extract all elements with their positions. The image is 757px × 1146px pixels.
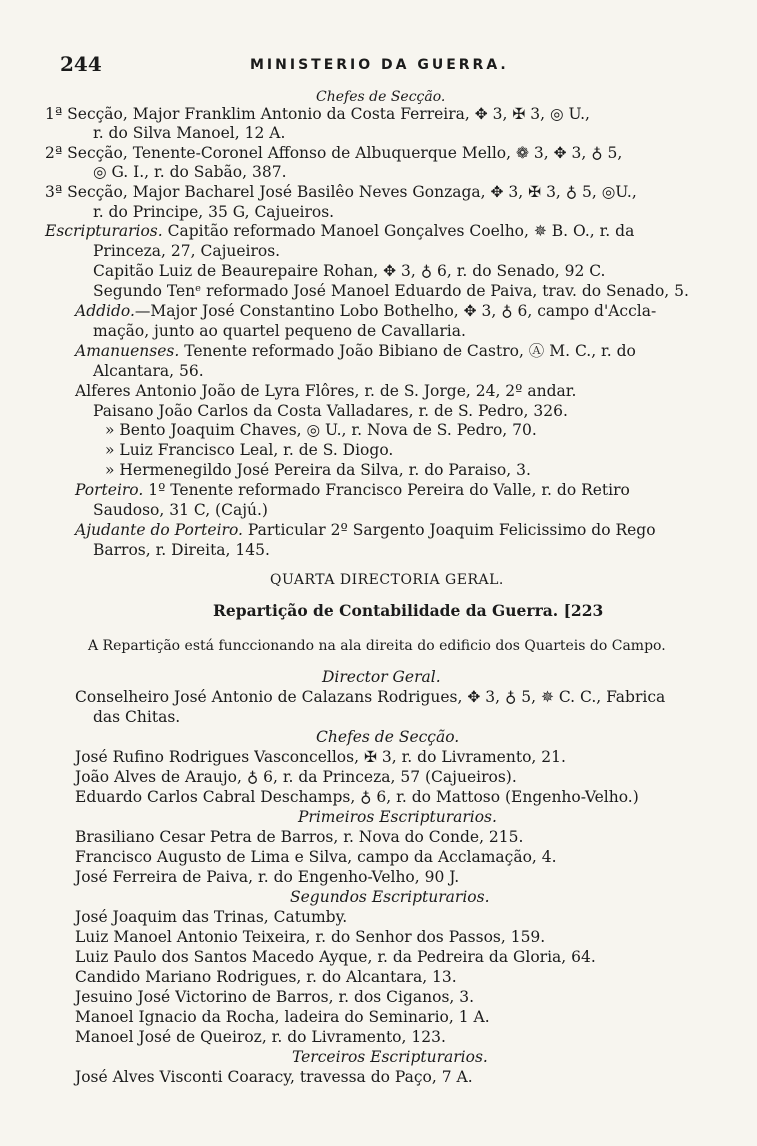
text-line: » Luiz Francisco Leal, r. de S. Diogo. [105, 441, 394, 459]
text-line: Barros, r. Direita, 145. [93, 541, 270, 559]
text-line: Candido Mariano Rodrigues, r. do Alcantara, 13. [75, 968, 457, 986]
text-line: r. do Principe, 35 G, Cajueiros. [93, 203, 335, 221]
text-line: Director Geral. [322, 668, 441, 686]
text-line: Paisano João Carlos da Costa Valladares, r. de S. Pedro, 326. [93, 402, 568, 420]
text-line: ◎ G. I., r. do Sabão, 387. [93, 163, 287, 181]
page-number: 244 [60, 52, 102, 76]
text-line: Ajudante do Porteiro. Particular 2º Sargento Joaquim Felicissimo do Rego [75, 521, 656, 539]
text-line: » Bento Joaquim Chaves, ◎ U., r. Nova de S. Pedro, 70. [105, 421, 537, 439]
text-line: 1ª Secção, Major Franklim Antonio da Costa Ferreira, ✥ 3, ✠ 3, ◎ U., [45, 105, 590, 123]
text-line: Repartição de Contabilidade da Guerra. [223 [213, 601, 604, 620]
text-line: Chefes de Secção. [316, 89, 446, 105]
text-line: Segundos Escripturarios. [290, 888, 490, 906]
text-line: Chefes de Secção. [316, 728, 460, 746]
text-line: das Chitas. [93, 708, 181, 726]
text-line: José Ferreira de Paiva, r. do Engenho-Velho, 90 J. [75, 868, 460, 886]
text-line: Escripturarios. Capitão reformado Manoel Gonçalves Coelho, ✵ B. O., r. da [45, 222, 635, 240]
text-line: Conselheiro José Antonio de Calazans Rodrigues, ✥ 3, ♁ 5, ✵ C. C., Fabrica [75, 688, 666, 706]
text-line: Capitão Luiz de Beaurepaire Rohan, ✥ 3, ♁ 6, r. do Senado, 92 C. [93, 262, 606, 280]
text-line: » Hermenegildo José Pereira da Silva, r. do Paraiso, 3. [105, 461, 531, 479]
text-line: 2ª Secção, Tenente-Coronel Affonso de Albuquerque Mello, ❁ 3, ✥ 3, ♁ 5, [45, 144, 623, 162]
text-line: José Alves Visconti Coaracy, travessa do Paço, 7 A. [75, 1068, 473, 1086]
text-line: 3ª Secção, Major Bacharel José Basilêo Neves Gonzaga, ✥ 3, ✠ 3, ♁ 5, ◎U., [45, 183, 637, 201]
text-line: João Alves de Araujo, ♁ 6, r. da Princeza, 57 (Cajueiros). [75, 768, 517, 786]
text-line: Francisco Augusto de Lima e Silva, campo da Acclamação, 4. [75, 848, 557, 866]
text-line: Manoel José de Queiroz, r. do Livramento, 123. [75, 1028, 446, 1046]
text-line: Terceiros Escripturarios. [292, 1048, 488, 1066]
text-line: Manoel Ignacio da Rocha, ladeira do Seminario, 1 A. [75, 1008, 490, 1026]
text-line: Alcantara, 56. [93, 362, 204, 380]
text-line: José Joaquim das Trinas, Catumby. [75, 908, 348, 926]
text-line: r. do Silva Manoel, 12 A. [93, 124, 286, 142]
text-line: QUARTA DIRECTORIA GERAL. [270, 572, 504, 588]
text-line: José Rufino Rodrigues Vasconcellos, ✠ 3, r. do Livramento, 21. [75, 748, 566, 766]
running-head: MINISTERIO DA GUERRA. [250, 57, 509, 73]
text-line: Alferes Antonio João de Lyra Flôres, r. de S. Jorge, 24, 2º andar. [75, 382, 577, 400]
text-line: Eduardo Carlos Cabral Deschamps, ♁ 6, r. do Mattoso (Engenho-Velho.) [75, 788, 639, 806]
text-line: Luiz Manoel Antonio Teixeira, r. do Senhor dos Passos, 159. [75, 928, 546, 946]
text-line: Segundo Tenᵉ reformado José Manoel Eduardo de Paiva, trav. do Senado, 5. [93, 282, 689, 300]
text-line: A Repartição está funccionando na ala direita do edificio dos Quarteis do Campo. [88, 638, 666, 654]
text-line: Primeiros Escripturarios. [298, 808, 497, 826]
text-line: Amanuenses. Tenente reformado João Bibiano de Castro, Ⓐ M. C., r. do [75, 342, 636, 360]
text-line: Porteiro. 1º Tenente reformado Francisco Pereira do Valle, r. do Retiro [75, 481, 630, 499]
text-line: Brasiliano Cesar Petra de Barros, r. Nova do Conde, 215. [75, 828, 524, 846]
text-line: Jesuino José Victorino de Barros, r. dos Ciganos, 3. [75, 988, 475, 1006]
text-line: Luiz Paulo dos Santos Macedo Ayque, r. da Pedreira da Gloria, 64. [75, 948, 596, 966]
text-line: Addido.—Major José Constantino Lobo Bothelho, ✥ 3, ♁ 6, campo d'Accla- [75, 302, 657, 320]
text-line: Saudoso, 31 C, (Cajú.) [93, 501, 268, 519]
text-line: mação, junto ao quartel pequeno de Cavallaria. [93, 322, 466, 340]
text-line: Princeza, 27, Cajueiros. [93, 242, 281, 260]
